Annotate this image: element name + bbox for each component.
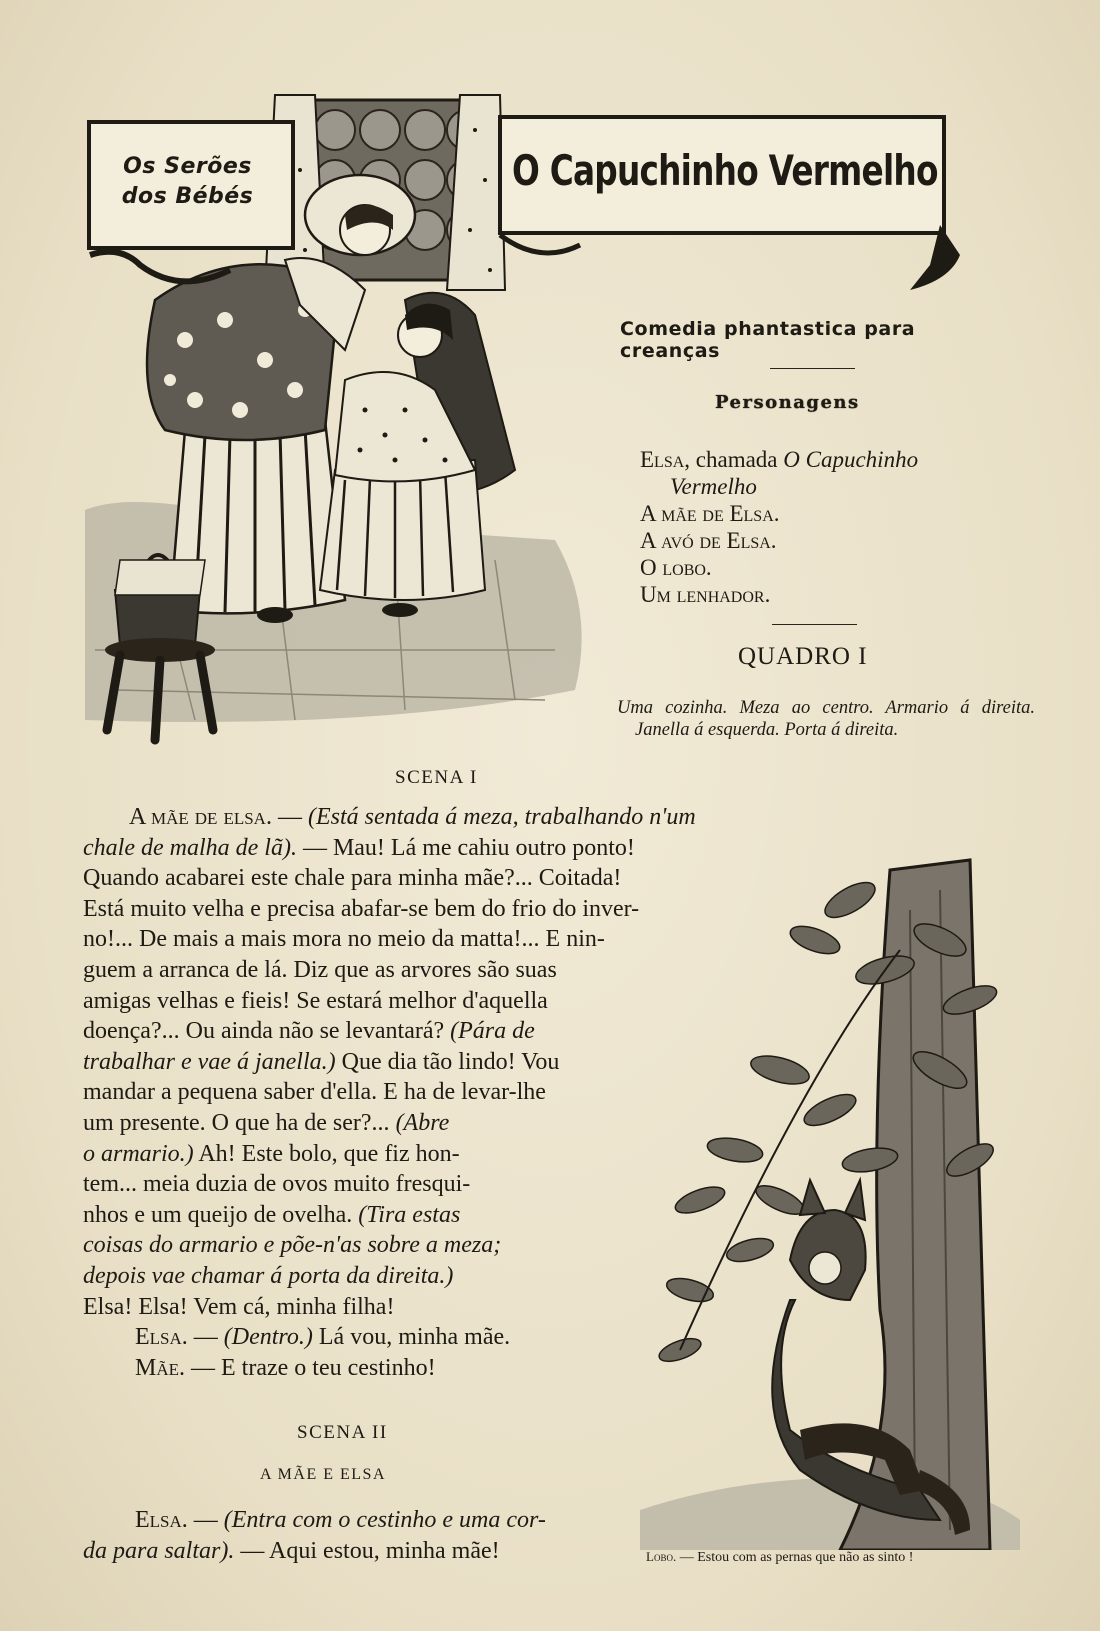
text-line	[83, 924, 696, 955]
text-run: Elsa.	[135, 1507, 188, 1533]
text-run: mandar a pequena saber d'ella. E ha de levar-lhe	[83, 1079, 546, 1106]
scena-2-text	[83, 1505, 546, 1566]
text-run: depois vae chamar á porta da direita.)	[83, 1262, 454, 1289]
text-line	[83, 955, 696, 986]
text-run: nhos e um queijo de ovelha.	[83, 1201, 359, 1228]
personagens-heading: Personagens	[715, 392, 860, 413]
text-line	[83, 863, 696, 894]
text-line	[83, 1169, 696, 1200]
text-run: Elsa.	[135, 1324, 188, 1351]
cast-list	[640, 446, 1020, 608]
caption-speaker: Lobo.	[646, 1549, 677, 1564]
text-line	[83, 1261, 696, 1292]
text-run: Que dia tão lindo! Vou	[335, 1048, 560, 1075]
text-run: (Pára de	[450, 1018, 535, 1045]
text-run: no!... De mais a mais mora no meio da matta!... E nin-	[83, 926, 605, 953]
text-run: A mãe de elsa.	[129, 804, 272, 830]
text-run: (Está sentada á meza, trabalhando n'um	[307, 804, 696, 830]
text-run: amigas velhas e fieis! Se estará melhor d'aquella	[83, 987, 548, 1014]
text-run: um presente. O que ha de ser?...	[83, 1109, 396, 1136]
text-run: — Mau! Lá me cahiu outro ponto!	[296, 834, 635, 861]
text-run: Lá vou, minha mãe.	[312, 1324, 511, 1351]
text-run: chale de malha de lã).	[83, 834, 297, 861]
series-line-2: dos Bébés	[121, 184, 254, 209]
scena-2-persons: A MÃE E ELSA	[260, 1466, 386, 1483]
text-run: doença?... Ou ainda não se levantará?	[83, 1018, 451, 1045]
page-title: O Capuchinho Vermelho	[512, 146, 938, 195]
text-run: (Dentro.)	[223, 1324, 313, 1351]
text-run: (Tira estas	[358, 1201, 461, 1228]
text-line	[83, 1200, 696, 1231]
divider-1	[770, 368, 855, 369]
text-run: Está muito velha e precisa abafar-se bem do frio do inver-	[83, 895, 640, 922]
text-line	[83, 1047, 696, 1078]
cast-lobo: O lobo.	[640, 555, 712, 580]
caption-text: — Estou com as pernas que não as sinto !	[676, 1550, 914, 1565]
text-run: Quando acabarei este chale para minha mãe?... Coitada!	[83, 865, 622, 892]
divider-2	[772, 624, 857, 625]
illustration-wolf-under-tree	[640, 830, 1020, 1550]
scena-1-text	[83, 802, 696, 1383]
text-line	[83, 894, 696, 925]
banner-scroll-ornament	[80, 225, 980, 315]
text-run: da para saltar).	[83, 1537, 235, 1564]
text-line	[83, 1016, 696, 1047]
text-line	[83, 1505, 546, 1536]
text-run: —	[271, 804, 308, 830]
text-line	[83, 1353, 696, 1384]
text-run: guem a arranca de lá. Diz que as arvores são suas	[83, 956, 557, 983]
text-run: Mãe.	[135, 1354, 186, 1381]
text-run: coisas do armario e põe-n'as sobre a meza;	[83, 1232, 502, 1259]
subtitle: Comedia phantastica para creanças	[620, 318, 916, 362]
cast-elsa-alias: O Capuchinho	[783, 447, 919, 472]
stage-direction: Uma cozinha. Meza ao centro. Armario á direita. Janella á esquerda. Porta á direita.	[617, 698, 1035, 740]
text-line	[83, 1230, 696, 1261]
text-line	[83, 833, 696, 864]
cast-elsa-alias-cont: Vermelho	[670, 474, 757, 499]
text-run: trabalhar e vae á janella.)	[83, 1048, 336, 1075]
text-run: tem... meia duzia de ovos muito fresqui-	[83, 1171, 471, 1198]
text-line	[83, 802, 696, 833]
scena-2-title: SCENA II	[297, 1422, 388, 1443]
text-run: o armario.)	[83, 1140, 194, 1167]
text-line	[83, 1139, 696, 1170]
text-line	[83, 1536, 546, 1567]
cast-lenhador: Um lenhador.	[640, 582, 771, 607]
cast-avo: A avó de Elsa.	[640, 528, 777, 553]
text-line	[83, 1077, 696, 1108]
text-line	[83, 1292, 696, 1323]
text-run: Ah! Este bolo, que fiz hon-	[193, 1140, 460, 1167]
text-run: (Entra com o cestinho e uma cor-	[223, 1507, 546, 1533]
series-line-1: Os Serões	[123, 154, 252, 179]
text-line	[83, 986, 696, 1017]
cast-elsa-name: Elsa	[640, 447, 685, 472]
cast-mae: A mãe de Elsa.	[640, 501, 780, 526]
cast-elsa	[640, 446, 1020, 473]
text-run: — E traze o teu cestinho!	[185, 1354, 436, 1381]
cast-elsa-desc: , chamada	[684, 447, 784, 472]
text-run: —	[187, 1324, 224, 1351]
scena-1-title: SCENA I	[395, 767, 478, 788]
text-run: —	[187, 1507, 224, 1533]
text-run: Elsa! Elsa! Vem cá, minha filha!	[83, 1293, 395, 1320]
text-run: (Abre	[395, 1109, 450, 1136]
text-line	[83, 1108, 696, 1139]
wolf-caption	[646, 1549, 913, 1566]
quadro-heading: QUADRO I	[738, 643, 868, 670]
series-title	[100, 152, 275, 212]
text-run: — Aqui estou, minha mãe!	[234, 1537, 500, 1564]
text-line	[83, 1322, 696, 1353]
